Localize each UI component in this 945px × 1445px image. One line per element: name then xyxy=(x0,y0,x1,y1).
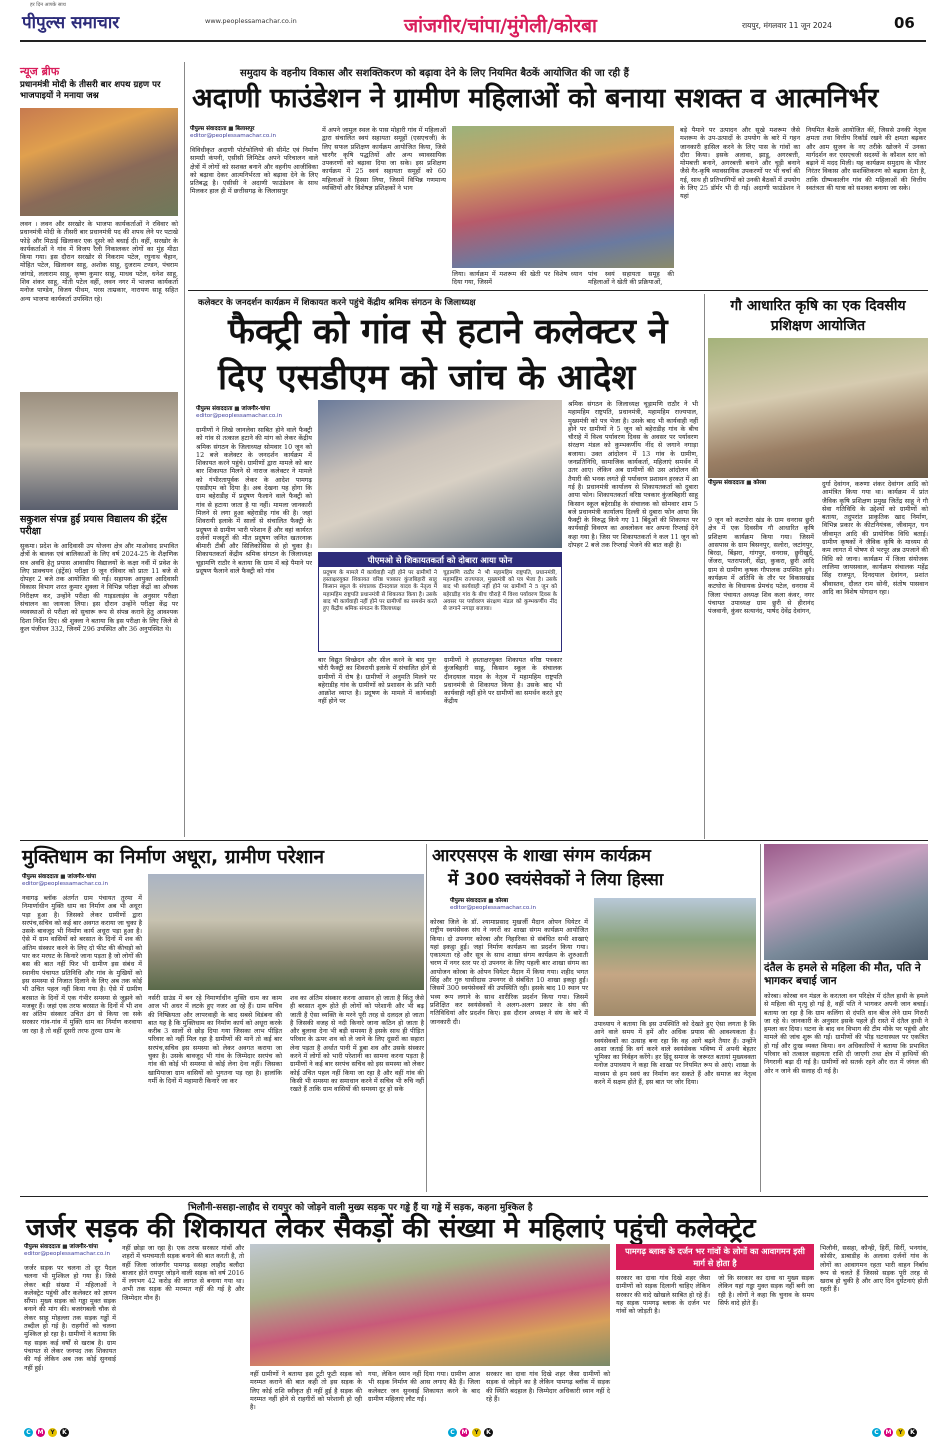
top-story-col3: बड़े पैमाने पर उत्पादन और सूखे मशरूम जैसे मशरूम के उप-उत्पादों के उपयोग के बारे में गहन जानकारी हासिल करने के लिए पास के गांवों का दौरा किया। इसके अलावा, झाडू, अगरबत्ती, मोमबत्ती बनाने, अगरबत्ती बनाने और चूड़ी बनाने जैसे गैर-कृषि व्यावसायिक उपकरणों पर भी चर्चा की गई, साथ ही प्रतिभागियों को उनकी बैठकों में उपयोग के लिए 25 डॉर्मर भी दी गईं। अदाणी फाउंडेशन ने यहां xyxy=(680,126,800,201)
factory-col2b: बार विद्युत विच्छेदन और सील करने के बाद पुनः चोरी फैक्ट्री का शिवरायी इलाके में संचालित होने से ग्रामीणों में रोष है। ग्रामीणों ने अनुमति मिलने पर बहेराडीह गांव के ग्रामीणों को प्रशासन के प्रति भारी आक्रोश व्याप्त है। प्रदूषण के मामले में कार्यवाही नहीं होने पर xyxy=(318,656,436,706)
elephant-story xyxy=(764,844,928,1192)
masthead-dateline: रायपुर, मंगलवार 11 जून 2024 xyxy=(742,21,832,30)
elephant-body: कोरबा। कोरबा वन मंडल के करतला वन परिक्षेत्र में दंतैल हाथी के हमले से महिला की मृत्यु हो गई है, वहीं पति ने भागकर अपनी जान बचाई। बताया जा रहा है कि ग्राम कलिंगा से दंपति धान बीज लेने ग्राम गिरारी जा रहे थे। जानकारी के अनुसार इसके पहले ही रास्ते में दंतैल हाथी ने हमला कर दिया। घटना के बाद वन विभाग की टीम मौके पर पहुंची और मामले की जांच शुरू की गई। ग्रामीणों की भीड़ घटनास्थल पर एकत्रित हो गई और दुःख व्यक्त किया। वन अधिकारियों ने बताया कि प्रभावित परिवार को तत्काल सहायता राशि दी जाएगी तथा क्षेत्र में हाथियों की निगरानी बढ़ा दी गई है। ग्रामीणों को सतर्क रहने और रात में जंगल की ओर न जाने की सलाह दी गई है। xyxy=(764,992,928,1075)
pmo-box-col2: चूड़ामणि राठौर ने भी महामहिम राष्ट्रपति, प्रधानमंत्री, महामहिम राज्यपाल, मुख्यमंत्री को पत्र भेजा है। उसके बाद भी कार्यवाही नहीं होने पर ग्रामीणों ने 5 जून को बहेराडीह गांव के बीच चौराहे में विश्व पर्यावरण दिवस के अवसर पर पर्यावरण संरक्षण मंडल को कुम्भकर्णीय नींद से जगाने नगाड़ा बजाया। xyxy=(443,570,557,613)
road-col4: गया, लेकिन ध्यान नहीं दिया गया। ग्रामीण आज भी सड़क निर्माण की आस लगाए बैठे हैं। जिला कलेक्टर जन सुनवाई शिकायत करने के बाद ग्रामीण महिलाएं लौट गईं। xyxy=(368,1370,480,1403)
factory-col4: श्रमिक संगठन के जिलाध्यक्ष चूड़ामणि राठौर ने भी महामहिम राष्ट्रपति, प्रधानमंत्री, महामहिम राज्यपाल, मुख्यमंत्री को पत्र भेजा है। उसके बाद भी कार्यवाही नहीं होने पर ग्रामीणों ने 5 जून को बहेराडीह गांव के बीच चौराहे में विश्व पर्यावरण दिवस के अवसर पर पर्यावरण संरक्षण मंडल को कुम्भकर्णीय नींद से जगाने नगाड़ा बजाया। उक्त आंदोलन में 13 गांव के ग्रामीण, जनप्रतिनिधि, सामाजिक कार्यकर्ता, महिलाएं समर्थन में उतर आए। लेकिन अब ग्रामीणों की उस आंदोलन की तैयारी की भनक लगते ही पर्यावरण प्रशासन हरकत में आ गई है। प्रधानमंत्री कार्यालय से शिकायतकर्ता को दुबारा आया फोन। शिकायतकर्ता वरिष्ठ पत्रकार कुंजबिहारी साहू किसान स्कूल बहेराडीह के संचालक को सोमवार शाम 5 बजे प्रधानमंत्री कार्यालय दिल्ली से दुबारा फोन आया कि फैक्ट्री के विरुद्ध किये गए 11 बिंदुओं की शिकायत पर कार्यवाही विवरण का अवलोकन कर अपना रिप्लाई देने कहा गया है। जिस पर शिकायतकर्ता ने कल 11 जून को दोपहर 2 बजे तक रिप्लाई भेजने की बात कही है। xyxy=(568,400,698,550)
factory-col1: ग्रामीणों ने लिखे जानलेवा साबित होने वाले फैक्ट्री को गांव से तत्काल हटाने की मांग को लेकर केंद्रीय श्रमिक संगठन के जिलाध्यक्ष सोमवार 10 जून को 12 बजे कलेक्टर के जनदर्शन कार्यक्रम में शिकायत करने पहुंचे। ग्रामीणों द्वारा मामले को बार बार शिकायत मिलने से नाराज कलेक्टर ने मामले को गंभीरतापूर्वक लेकर के आदेश पामगढ़ एसडीएम को दिया है। अब देखना यह होगा कि ग्राम बहेराडीह में प्रदूषण फैलाने वाले फैक्ट्री को गांव से हटाया जाता है या नहीं। मामला जानकारी मिलने से लगा हुआ बहेराडीह गांव की है। जहां शिवरायी इलाके में सालों से संचालित फैक्ट्री के प्रदूषण से ग्रामीण भारी परेशान हैं और वहां कार्यरत दर्जनों मजदूरों की मौत प्रदूषण जनित खतरनाक बीमारी टीबी और सिलिकोसिस से हो चुका है। शिकायतकर्ता केंद्रीय श्रमिक संगठन के जिलाध्यक्ष चूड़ामणि राठौर ने बताया कि ग्राम में बड़े पैमाने पर प्रदूषण फैलाने वाले फैक्ट्री को गांव xyxy=(196,426,312,576)
cremation-col1: नवागढ़ ब्लॉक अंतर्गत ग्राम पंचायत तुरमा में निमार्णाधीन मुक्ति धाम का निर्माण अब भी अधूरा पड़ा हुआ है। जिसको लेकर ग्रामीणों द्वारा सरपंच,सचिव को कई बार अवगत कराया जा चुका है उसके बावजूद भी निर्माण कार्य अधूरा पड़ा हुआ है। ऐसे में ग्राम वासियों को बरसात के दिनों में शव की अंतिम संस्कार करने के लिए दो फीट की कीचड़ो को पार कर मरघट के किनारे जाना पड़ता है जो लोगों की बस की बात नहीं फिर भी ग्रामीण इस संबंध में स्थानीय पंचायत प्रतिनिधि और गांव के मुखियों को इस समस्या से निजात दिलाने के लिए अब तक कोई भी उचित पहल नहीं किया गया है। ऐसे में ग्रामीण बरसात के दिनों में एक गंभीर समस्या से जूझने को मजबूर हैं। जहां एक तरफ बरसात के दिनों में भी शव का अंतिम संस्कार उचित ढंग से किया जा सके सरकार गांव-गांव में मुक्ति धाम का निर्माण करवाया जा रहा है तो वहीं दूसरी तरफ तुरमा ग्राम के xyxy=(22,894,142,1035)
magenta-mark-icon: M xyxy=(37,1429,44,1436)
masthead xyxy=(0,0,945,44)
elephant-divider xyxy=(760,844,761,1192)
exam-story xyxy=(20,392,178,832)
byline-email[interactable]: editor@peoplessamachar.co.in xyxy=(22,881,109,887)
magenta-mark-icon: M xyxy=(461,1429,468,1436)
cow-divider xyxy=(704,294,705,839)
cow-col2: दुर्गा देवांगन, करुणा शंकर देवांगन आदि को आमंत्रित किया गया था। कार्यक्रम में प्रांत जैविक कृषि प्रशिक्षण प्रमुख जितेंद्र साहू ने गौ सेवा गतिविधि के उद्देश्यों को ग्रामीणों को बताया, तदुपरांत प्राकृतिक खाद निर्माण, विभिन्न प्रकार के कीटनियंत्रक, जीवामृत, घन जीवामृत आदि की प्रायोगिक विधि बताई। ग्रामीण कृषकों ने जैविक कृषि के माध्यम से कम लागत में पोषण से भरपूर अन्न उपजाने की विधि को जाना। कार्यक्रम में जिला संयोजक लालिमा जायसवाल, कार्यक्रम संचालक महेंद्र सिंह राजपूत, दिनदयाल देवांगन, प्रशांत श्रीवास्तव, दौलत राम सोनी, संतोष पासवान आदि का विशेष योगदान रहा। xyxy=(822,480,928,596)
cow-byline: पीपुल्स संवाददाता ■ कोरबा xyxy=(708,480,767,486)
byline-name: पीपुल्स संवाददाता xyxy=(708,480,745,486)
magenta-mark-icon: M xyxy=(885,1429,892,1436)
byline-name: पीपुल्स संवाददाता xyxy=(22,874,59,880)
cow-col1: 9 जून को कटघोरा खंड के ग्राम धनरास छुरी क्षेत्र में एक दिवसीय गौ आधारित कृषि प्रशिक्षण कार्यक्रम किया गया। जिसमें आसपास के ग्राम बिसनपुर, सलोरा, जटांगपुर, बिरदा, बिंझरा, गांगपुर, धनरास, छुरीखुर्द, जेंजरा, पतरापाली, सेंद्रा, कुकरा, छुरी आदि ग्राम से ग्रामीण कृषक गौपालक उपस्थित हुये। कार्यक्रम में अतिथि के तौर पर विकासखंड कटघोरा के विधायक प्रेमचंद पटेल, धनरास में जिला पंचायत अध्यक्ष शिव कला कंवर, नगर पंचायत उपाध्यक्ष ग्राम छुरी से हीरानंद पंजवानी, कुंवर सत्यानंद, पार्षद देवेंद्र देवांगन, xyxy=(708,516,814,616)
factory-story xyxy=(188,294,702,839)
cremation-col2: नर्सरी ग्राउंड में बन रहे निमार्णाधीन मुक्ति धाम का काम आज भी अधर में लटके हुए नजर आ रहे हैं। ग्राम सचिव की निष्क्रियता और लापरवाही के बाद सबसे विडंबना की बात यह है कि मुक्तिधाम का निर्माण कार्य को अधूरा करके करीब 3 सालों से छोड़ दिया गया जिसका लाभ पीड़ित परिवार को नहीं मिल रहा है ग्रामीणों की मानें तो कई बार सरपंच,सचिव इस समस्या को लेकर अवगत कराया जा चुका है। उसके बावजूद भी गांव के जिम्मेदार सरपंच को गांव की कोई भी समस्या से कोई लेना देना नहीं। जिसका खामियाजा ग्राम वासियों को भुगतना पड़ रहा है। हालांकि गर्मी के दिनों में महामारी किनारे जा कर xyxy=(148,994,282,1085)
byline-name: पीपुल्स संवाददाता xyxy=(196,406,233,412)
rss-story xyxy=(430,844,756,1192)
brief-photo xyxy=(20,108,178,216)
byline-email[interactable]: editor@peoplessamachar.co.in xyxy=(190,133,277,139)
cremation-byline: पीपुल्स संवाददाता ■ जांजगीर-चांपा editor@peoplessamachar.co.in xyxy=(22,874,109,887)
divider-1 xyxy=(188,290,928,291)
masthead-edition: जांजगीर/चांपा/मुंगेली/कोरबा xyxy=(404,15,597,37)
byline-email[interactable]: editor@peoplessamachar.co.in xyxy=(24,1251,111,1257)
top-story-col2: में अपने जामुल स्थल के पास मोहारी गांव में महिलाओं द्वारा संचालित स्वयं सहायता समूहों (एसएचजी) के लिए सफल प्रशिक्षण कार्यक्रम आयोजित किया, जिसे चारगैर कृषि पद्धतियों और अन्य व्यावसायिक उपकरणों को बढ़ावा दिया जा सके। इस प्रशिक्षण कार्यक्रम में 25 स्वयं सहायता समूहों को 60 महिलाओं ने हिस्सा लिया, जिसमें विभिन्न गणमान्य व्यक्तियों और विशेषज्ञ प्रशिक्षकों ने भाग xyxy=(322,126,446,193)
cremation-story xyxy=(20,844,424,1192)
rss-photo xyxy=(594,898,756,1016)
top-story-caption2: पांच स्वयं सहायता समूह की महिलाओं ने खेती की प्रक्रियाओं, xyxy=(588,270,674,287)
cyan-mark-icon: C xyxy=(24,1428,33,1437)
cremation-headline: मुक्तिधाम का निर्माण अधूरा, ग्रामीण परेशान xyxy=(22,846,325,868)
pmo-box xyxy=(318,552,562,652)
road-kicker: भिलौनी-ससहा-लाहौद से रायपुर को जोड़ने वाली मुख्य सड़क पर गड्ढे हैं या गड्ढे में सड़क, कहना मुश्किल है xyxy=(188,1203,533,1213)
top-story-headline: अदाणी फाउंडेशन ने ग्रामीण महिलाओं को बनाया सशक्त व आत्मनिर्भर xyxy=(192,83,879,114)
byline-email[interactable]: editor@peoplessamachar.co.in xyxy=(450,905,537,911)
pmo-box-col1: प्रदूषण के मामले में कार्यवाही नहीं होने पर ग्रामीणों ने हस्ताक्षरयुक्त शिकायत वरिष्ठ पत्रकार कुंजबिहारी साहू किसान स्कूल के संचालक दीनदयाल यादव के नेतृत्व में महामहिम राष्ट्रपति प्रधानमंत्री से शिकायत किया है। उसके बाद भी कार्यवाही नहीं होने पर ग्रामीणों का समर्थन करते हुए केंद्रीय श्रमिक संगठन के जिलाध्यक्ष xyxy=(323,570,437,613)
cow-headline: गौ आधारित कृषि का एक दिवसीय प्रशिक्षण आयोजित xyxy=(730,298,906,334)
road-col2: नहीं छोड़ा जा रहा है। एक तरफ सरकार गांवों और शहरों में चमचमाती सड़क बनाने की बात करती है, तो वहीं जिला जांजगीर पामगढ़ ससहा लाहौद बलौदा बाजार होते रायपुर जोड़ने वाली सड़क को वर्ष 2016 में लगभग 42 करोड़ की लागत से बनाया गया था। अभी तक सड़क की मरम्मत नहीं की गई है और जिम्मेदार मौन हैं। xyxy=(122,1244,244,1302)
top-story-caption: लिया। कार्यक्रम में मशरूम की खेती पर विशेष ध्यान दिया गया, जिसमें xyxy=(452,270,582,287)
news-brief-label: न्यूज ब्रीफ xyxy=(20,65,60,78)
road-headline: जर्जर सड़क की शिकायत लेकर सैकड़ों की संख्या मे महिलाएं पहुंची कलेक्ट्रेट xyxy=(26,1213,756,1244)
masthead-tagline: हर दिन आपके साथ xyxy=(30,2,66,8)
top-story-col4: नियमित बैठकें आयोजित कीं, जिससे उनकी नेतृत्व क्षमता तथा वित्तीय रिकॉर्ड रखने की क्षमता बढ़कर और आम सुजन के नए तरीके खोजने में उनका मार्गदर्शन कर एसएचजी सदस्यों के कौशल स्तर को बढ़ाने में मदद मिली। यह कार्यक्रम समुदाय के भीतर निरंतर विकास और सशक्तिकरण को बढ़ावा देता है, ताकि ग्रीष्मकालीन गांव की महिलाओं की वित्तीय स्वतंत्रता की यात्रा को सशक्त बनाया जा सके। xyxy=(806,126,926,193)
byline-name: पीपुल्स संवाददाता xyxy=(24,1244,61,1250)
road-col5: सरकार का दावा गांव दिखे शहर जैसा ग्रामीणों को सड़क से जोड़ने का है लेकिन पामगढ़ ब्लॉक में सड़क की स्थिति बदहाल है। जिम्मेदार अधिकारी ध्यान नहीं दे रहे हैं। xyxy=(486,1370,610,1403)
footer-cmyk-center xyxy=(448,1428,493,1437)
top-story-col1: विविधीकृत अदाणी पोर्टफोलियो की सीमेंट एवं निर्माण सामग्री कंपनी, एसीसी लिमिटेड अपने परिचालन वाले क्षेत्रों में लोगों को सशक्त बनाने और वहनीय आजीविका को बढ़ावा देकर आत्मनिर्भरता को बढ़ावा देने के लिए प्रतिबद्ध है। एसीसी ने अदाणी फाउंडेशन के साथ मिलकर हाल ही में छत्तीसगढ़ के जिलासपुर xyxy=(190,146,318,196)
byline-place: कोरबा xyxy=(495,898,509,904)
masthead-rule xyxy=(20,40,926,42)
key-mark-icon: K xyxy=(908,1428,917,1437)
key-mark-icon: K xyxy=(484,1428,493,1437)
byline-name: पीपुल्स संवाददाता xyxy=(190,126,227,132)
road-box-col2: जो कि सरकार का दावा था मुख्य सड़क लेकिन यहां गड्ढा मुक्त सड़क नहीं बनी जा रही है। लोगों ने कहा कि चुनाव के समय सिर्फ वादे होते हैं। xyxy=(718,1274,814,1307)
top-story-kicker: समुदाय के वहनीय विकास और सशक्तिकरण को बढ़ावा देने के लिए नियमित बैठकें आयोजित की जा रही हैं xyxy=(240,68,629,79)
factory-col3b: ग्रामीणों ने हस्ताक्षरयुक्त शिकायत वरिष्ठ पत्रकार कुंजबिहारी साहू, किसान स्कूल के संचालक दीनदयाल यादव के नेतृत्व में महामहिम राष्ट्रपति प्रधानमंत्री से शिकायत किया है। उसके बाद भी कार्यवाही नहीं होने पर ग्रामीणों का समर्थन करते हुए केंद्रीय xyxy=(444,656,562,706)
yellow-mark-icon: Y xyxy=(472,1428,481,1437)
byline-place: कोरबा xyxy=(753,480,767,486)
footer-cmyk-right xyxy=(872,1428,917,1437)
top-story xyxy=(188,62,928,287)
cow-photo xyxy=(708,338,928,478)
cow-story xyxy=(708,294,928,616)
key-mark-icon: K xyxy=(60,1428,69,1437)
factory-headline-2: दिए एसडीएम को जांच के आदेश xyxy=(218,358,636,398)
byline-place: जांजगीर-चांपा xyxy=(69,1244,98,1250)
rss-col2: उपाध्याय ने बताया कि इस उपस्थिति को देखते हुए ऐसा लगता है कि आने वाले समय में हमें और अधिक प्रयास की आवश्यकता है। स्वयंसेवकों का उत्साह बना रहा कि वह आगे बढ़ने तैयार हैं। उन्होंने आशा जताई कि वर्ग करने वाले स्वयंसेवक भविष्य में अपनी बेहतर भूमिका का निर्वहन करेंगे। हर हिंदू समाज के जरूरत बतायां मुख्यवक्ता मनोज उपाध्याय ने कहा कि शाखा पर नियमित रूप से आएं। शाखा के माध्यम से हम स्वयं का निर्माण कर सकते हैं और समाज का नेतृत्व करने में सक्षम होते हैं, इस बात पर जोर दिया। xyxy=(594,1020,756,1087)
brief-headline: प्रधानमंत्री मोदी के तीसरी बार शपथ ग्रहण पर भाजपाइयों ने मनाया जश्न xyxy=(20,80,161,101)
factory-kicker: कलेक्टर के जनदर्शन कार्यक्रम में शिकायत करने पहुंचे केंद्रीय श्रमिक संगठन के जिलाध्यक्ष xyxy=(198,298,476,308)
cremation-divider xyxy=(426,844,427,1192)
byline-place: जांजगीर-चांपा xyxy=(67,874,96,880)
page-number: 06 xyxy=(894,14,924,38)
cyan-mark-icon: C xyxy=(872,1428,881,1437)
yellow-mark-icon: Y xyxy=(48,1428,57,1437)
cremation-photo xyxy=(148,874,424,990)
top-story-photo xyxy=(452,126,674,268)
brief-body: लवन । लवन और सरखोर के भाजपा कार्यकर्ताओं ने रविवार को प्रधानमंत्री मोदी के तीसरी बार प्रधानमंत्री पद की शपथ लेने पर पटाखे फोड़े और मिठाई खिलाकर एक दूसरे को बधाई दी। वहीं, सरखोर के कार्यकर्ताओं ने गांव में विजय रैली निकालकर लोगों का मुंह मीठा किया गया। इस दौरान सरखोर से निकराम पटेल, रघुनाथ चैहान, मोहित पटेल, खिलावन साहू, अशोक साहू, दुजराम टण्डन, पंचराम जांगडे, ललाराम साहू, कृष्ण कुमार साहू, माधव पटेल, धनेश साहू, शिव शंकर साहू, मोती पटेल वहीं, लवन नगर में भाजपा कार्यकर्ता मनोज पाण्डेय, विजय पीथम, परस ताम्रकार, नारायण साहू सहित अन्य भाजपा कार्यकर्ता उपस्थित रहे। xyxy=(20,220,178,303)
elephant-photo xyxy=(764,844,928,960)
factory-photo xyxy=(318,400,562,548)
factory-byline: पीपुल्स संवाददाता ■ जांजगीर-चांपा editor@peoplessamachar.co.in xyxy=(196,406,283,419)
road-story xyxy=(20,1198,928,1422)
footer-cmyk-left xyxy=(24,1428,69,1437)
road-box-col1: सरकार का दावा गांव दिखे शहर जैसा ग्रामीणों को सड़क दिलानी चाहिए लेकिन सरकार की वादे खोखले साबित हो रहे हैं। यह सड़क पामगढ़ ब्लाक के दर्जन भर गांवों को जोड़ती है। xyxy=(616,1274,710,1316)
pmo-box-title: पीएमओ से शिकायतकर्ता को दोबारा आया फोन xyxy=(319,553,561,567)
road-box-title: पामगढ़ ब्लाक के दर्जन भर गांवों के लोगों का आवागमन इसी मार्ग से होता है xyxy=(616,1244,814,1270)
road-col3: नहीं ग्रामीणों ने बताया इस टूटी फूटी सड़क को मरम्मत कराने की बात कही तो इस सड़क के लिए कोई राशि स्वीकृत ही नहीं हुई है सड़क की मरम्मत नहीं होने से राहगीरों को परेशानी हो रही है। xyxy=(250,1370,362,1412)
divider-3 xyxy=(20,1196,928,1197)
rss-byline: पीपुल्स संवाददाता ■ कोरबा editor@peoplessamachar.co.in xyxy=(450,898,537,911)
rss-col1: कोरबा जिले के डॉ. श्यामाप्रसाद मुखर्जी मैदान ओपन थियेटर में राष्ट्रीय स्वयंसेवक संघ ने नगरों का शाखा संगम कार्यक्रम आयोजित किया। दो उपनगर कोरबा और निहारिका से संबंधित सभी शाखाएं यहां इकट्ठा हुईं। जहां निर्माण कार्यक्रम का प्रदर्शन किया गया। एकात्मता रहे और सूत्र के साथ शाखा संगम कार्यक्रम के शुरुआती चरण में नगर स्तर पर दो उपनगर के लिए पहली बार शाखा संगम का आयोजन कोरबा के ओपन थियेटर मैदान में किया गया। शहीद भगत सिंह और गुरु घासीदास उपनगर से संबंधित 10 शाखा इकट्ठा हुईं। जिसमें 300 स्वयंसेवकों की उपस्थिति रही। इसके बाद 10 स्थान पर भव्य रूप लगाने के साथ शारीरिक प्रदर्शन किया गया। जिसमें प्रशिक्षित कर स्वयंसेवकों ने अलग-अलग प्रकार के संघ की गतिविधियां और प्रदर्शन किए। इस दौरान अध्यक्ष ने संघ के बारे में जानकारी दी। xyxy=(430,918,588,1026)
masthead-website[interactable]: www.peoplessamachar.co.in xyxy=(205,17,297,25)
exam-body: सुकमा। प्रदेश के आदिवासी उप योजना क्षेत्र और माओवाद प्रभावित क्षेत्रों के बालक एवं बालिकाओं के लिए वर्ष 2024-25 के शैक्षणिक सत्र अवधि हेतु प्रयास आवासीय विद्यालयों के कक्षा नवीं में प्रवेश के लिए प्राक्चयन (इंट्रेंस) परीक्षा 9 जून रविवार को प्रातः 11 बजे से दोपहर 2 बजे तक आयोजित की गई। सहायक आयुक्त आदिवासी विकास विभाग शरत कुमार शुक्ला ने विभिन्न परीक्षा केंद्रों का औचक निरीक्षण कर, उन्होंने परीक्षा की गाइडलाइंस के अनुसार परीक्षा संचालन का जायजा लिया। इस दौरान उन्होंने परीक्षा केंद्र पर व्यवस्थाओं से परीक्षा को सुचारू रूप से संपन्न कराने हेतु आवश्यक दिशा निर्देश दिए। श्री शुक्ला ने बताया कि इस परीक्षा के लिए जिले से कुल पंजीयन 332, जिनमें 296 उपस्थित और 36 अनुपस्थित थे। xyxy=(20,542,178,633)
rss-headline-2: में 300 स्वयंसेवकों ने लिया हिस्सा xyxy=(448,870,664,890)
top-story-byline: पीपुल्स संवाददाता ■ बिलासपुर editor@peoplessamachar.co.in xyxy=(190,126,277,139)
yellow-mark-icon: Y xyxy=(896,1428,905,1437)
exam-headline: सकुशल संपन्न हुई प्रयास विद्यालय की इंट्रेंस परीक्षा xyxy=(20,514,167,537)
news-brief xyxy=(20,64,178,386)
divider-2 xyxy=(20,840,928,841)
rss-headline-1: आरएसएस के शाखा संगम कार्यक्रम xyxy=(432,846,651,866)
road-box xyxy=(616,1244,814,1420)
cyan-mark-icon: C xyxy=(448,1428,457,1437)
masthead-logo: पीपुल्स समाचार xyxy=(22,13,120,33)
factory-headline-1: फैक्ट्री को गांव से हटाने कलेक्टर ने xyxy=(228,312,668,352)
byline-email[interactable]: editor@peoplessamachar.co.in xyxy=(196,413,283,419)
road-byline: पीपुल्स संवाददाता ■ जांजगीर-चांपा editor@peoplessamachar.co.in xyxy=(24,1244,111,1257)
road-col6: भिलौनी, ससहा, कौन्ही, हिर्री, सिर्री, भनगांव, कोसीर, डाबाडीह के अलावा दर्जनों गांव के लोगों का आवागमन रहता भारी वाहन निर्बाध रूप से चलते हैं जिससे सड़क पूरी तरह से खराब हो चुकी है और आए दिन दुर्घटनाएं होती रहती हैं। xyxy=(820,1244,928,1294)
road-col1: जर्जर सड़क पर चलना तो दूर पैदल चलना भी मुश्किल हो गया है। जिसे लेकर बड़ी संख्या में महिलाओं ने कलेक्ट्रेट पहुंची और कलेक्टर को ज्ञापन सौंपा। मुख्य सड़क को गड्ढा मुक्त सड़क बनाने की मांग की। बजरंगबली चौक से लेकर साहू मोहल्ला तक सड़क गड्ढों में तब्दील हो गई है। राहगीरों को चलना मुश्किल हो रहा है। ग्रामीणों ने बताया कि यह सड़क कई वर्षों से खराब है। ग्राम पंचायत से लेकर जनपद तक शिकायत की गई लेकिन अब तक कोई सुनवाई नहीं हुई। xyxy=(24,1264,116,1372)
cremation-col3: शव का अंतिम संस्कार करना आसान हो जाता है किंतु जैसे ही बरसात शुरू होते ही लोगों को परेशानी और भी बढ़ जाती है ऐसा व्यक्ति के मरने पूरी तरह से दलदल हो जाता है जिसकी वजह से नदी किनारे जाना कठिन हो जाता है और बुलावा देना भी बड़ी समस्या है इसके साथ ही पीड़ित परिवार के ऊपर शव को ले जाने के लिए दूसरों का सहारा लेना पड़ता है अर्थात पानी में डूबा शव और उसके संस्कार करने में लोगों को भारी परेशानी का सामना करना पड़ता है ग्रामीणों ने कई बार सरपंच सचिव को इस समस्या को लेकर कोई उचित पहल नहीं किया जा रहा है और वहीं गांव की किसी भी समस्या का समाधान करने में सचिव भी रुचि नहीं रखते हैं ताकि ग्राम वासियों की समस्या दूर हो सके xyxy=(290,994,424,1094)
elephant-headline: दंतैल के हमले से महिला की मौत, पति ने भागकर बचाई जान xyxy=(764,962,921,987)
left-column-divider xyxy=(184,62,185,837)
exam-photo xyxy=(20,392,178,510)
byline-name: पीपुल्स संवाददाता xyxy=(450,898,487,904)
byline-place: बिलासपुर xyxy=(235,126,255,132)
byline-place: जांजगीर-चांपा xyxy=(241,406,270,412)
road-photo xyxy=(250,1244,610,1366)
